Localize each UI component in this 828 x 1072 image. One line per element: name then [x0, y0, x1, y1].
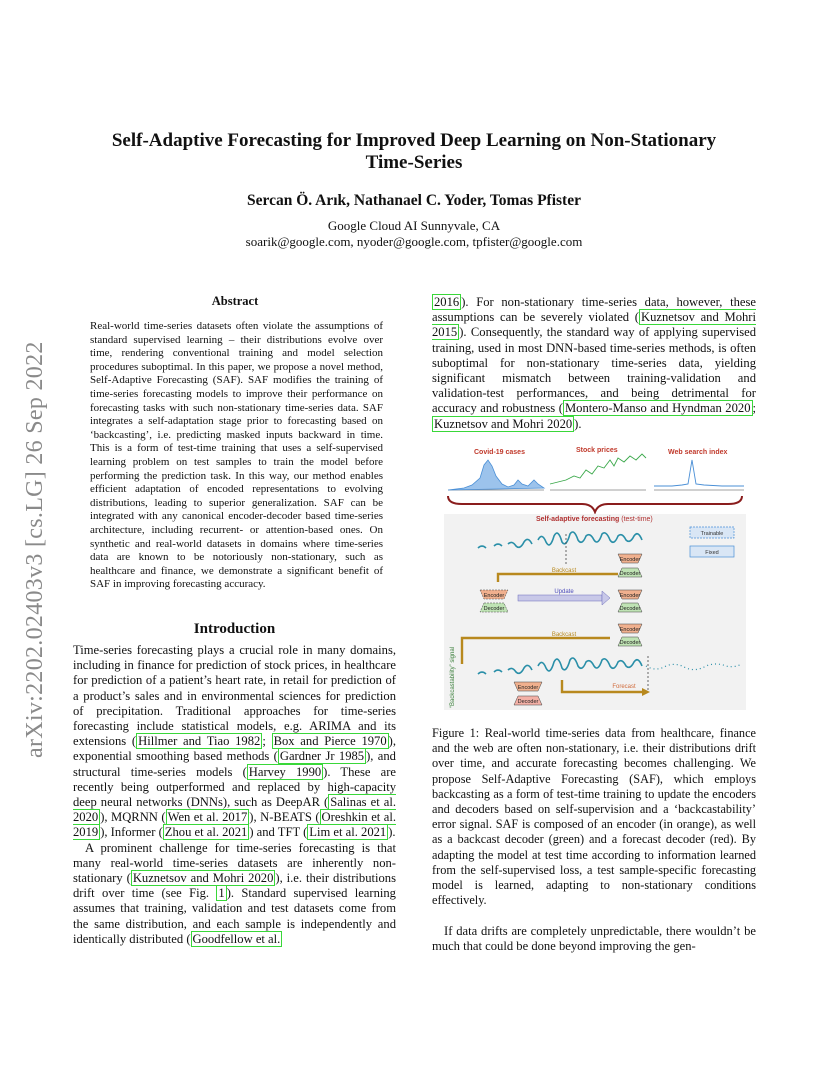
- encoder-label: Encoder: [619, 557, 641, 563]
- abstract-heading: Abstract: [211, 294, 259, 308]
- backcast-label-bottom: Backcast: [551, 632, 577, 638]
- text-span: ), Informer (: [100, 825, 163, 840]
- text-span: ). Standard supervised learning assumes that training, validation and test datasets come from the same distribution, and each sample is independently and identically distributed (: [73, 886, 396, 946]
- update-arrow-body: [518, 595, 602, 601]
- forecast-label: Forecast: [612, 684, 636, 690]
- text-span: ), MQRNN (: [100, 810, 166, 825]
- citation-link[interactable]: Montero-Manso and Hyndman 2020: [564, 401, 751, 416]
- decoder-label: Decoder: [483, 606, 505, 612]
- diagram-title: [536, 516, 653, 523]
- text-span: ;: [262, 734, 272, 749]
- paper-title: Self-Adaptive Forecasting for Improved Deep Learning on Non-Stationary Time-Series: [111, 130, 717, 173]
- stock-chart: [550, 454, 646, 490]
- paper-authors: Sercan Ö. Arık, Nathanael C. Yoder, Tomas Pfister: [247, 192, 581, 209]
- text-span: ), i.e. their distributions drift over time (see Fig.: [73, 871, 396, 901]
- text-span: ). These are recently being outperformed and replaced by high-capacity deep neural networks (DNNs), such as DeepAR (: [73, 764, 396, 810]
- citation-link[interactable]: Kuznetsov and Mohri 2020: [132, 871, 274, 886]
- text-span: ).: [574, 416, 582, 431]
- citation-link[interactable]: Lim et al. 2021: [309, 825, 387, 840]
- text-span: ), exponential smoothing based methods (: [73, 734, 396, 764]
- text-span: A prominent challenge for time-series forecasting is that many real-world time-series datasets are inherently non-stationary (: [73, 840, 396, 886]
- affiliation-block: [90, 218, 738, 250]
- citation-link[interactable]: Wen et al. 2017: [167, 810, 248, 825]
- backcast-label-top: Backcast: [551, 568, 577, 574]
- web-search-chart: [654, 460, 744, 490]
- decoder-label: Decoder: [619, 606, 641, 612]
- citation-link[interactable]: Kuznetsov and Mohri 2020: [434, 416, 573, 431]
- covid-chart: [448, 460, 544, 490]
- brace: [448, 496, 742, 512]
- intro-paragraph-2: [73, 841, 396, 947]
- citation-link[interactable]: Zhou et al. 2021: [164, 825, 248, 840]
- citation-link[interactable]: Hillmer and Tiao 1982: [138, 734, 261, 749]
- right-column-bottom: If data drifts are completely unpredictable, there wouldn’t be much that could be done beyond improving the gen-: [432, 924, 756, 954]
- citation-link[interactable]: Gardner Jr 1985: [279, 749, 365, 764]
- figure-1-caption: Figure 1: Real-world time-series data from healthcare, finance and the web are often non-stationary, i.e. their distributions drift over time, and accurate forecasting becomes challenging. We propose Self-Adaptive Forecasting (SAF), which employs backcasting as a form of test-time training to update the encoders and decoders based on self-supervision and a ‘backcastability’ error signal. SAF is composed of an encoder (in orange), as well as a backcast decoder (green) and a forecast decoder (red). By adapting the model at test time according to information learned from the self-supervised loss, a test sample-specific forecasting model is learned, adapting to non-stationary conditions effectively.: [432, 726, 756, 908]
- legend-fixed: Fixed: [705, 550, 719, 556]
- encoder-label: Encoder: [517, 685, 539, 691]
- encoder-label: Encoder: [619, 627, 641, 633]
- citation-link[interactable]: Harvey 1990: [248, 764, 322, 779]
- panel-title-covid: Covid-19 cases: [474, 449, 525, 456]
- affiliation: Google Cloud AI Sunnyvale, CA: [327, 218, 501, 233]
- decoder-label: Decoder: [619, 571, 641, 577]
- citation-link[interactable]: Oreshkin et al. 2019: [73, 810, 396, 840]
- abstract-text: Real-world time-series datasets often violate the assumptions of standard supervised learning – their distributions evolve over time, rendering conventional training and model selection procedures suboptimal. In this paper, we propose a novel method, Self-Adaptive Forecasting (SAF). SAF modifies the training of time-series forecasting models to improve their performance on forecasting tasks with such non-stationary time-series data. SAF integrates a self-adaptation stage prior to forecasting based on ‘backcasting’, i.e. predicting masked inputs backward in time. This is a form of test-time training that uses a self-supervised learning problem on test samples to train the model before performing the prediction task. In this way, our method enables efficient adaptation of encoded representations to evolving distributions, leading to superior generalization. SAF can be integrated with any canonical encoder-decoder based time-series architecture, including recurrent- or attention-based ones. On synthetic and real-world datasets in domains where time-series data are known to be notoriously non-stationary, such as healthcare and finance, we demonstrate a significant benefit of SAF in improving forecasting accuracy.: [90, 320, 383, 591]
- backcastability-side-label: “Backcastability” signal: [450, 646, 456, 708]
- text-span: ). For non-stationary time-series data, however, these assumptions can be severely violated (: [432, 295, 756, 325]
- introduction-body: [73, 643, 396, 947]
- panel-title-web: Web search index: [668, 449, 728, 456]
- encoder-label: Encoder: [619, 593, 641, 599]
- citation-link[interactable]: Goodfellow et al.: [192, 931, 281, 946]
- panel-title-stock: Stock prices: [576, 447, 618, 454]
- text-span: ). Consequently, the standard way of applying supervised training, used in most DNN-based time-series methods, is often suboptimal for non-stationary time-series data, yielding significant mismatch between training-validation and validation-test performances, and being detrimental for accuracy and robustness (: [432, 325, 756, 416]
- intro-paragraph-1: [73, 643, 396, 841]
- encoder-label: Encoder: [483, 593, 505, 599]
- citation-link[interactable]: 2016: [434, 295, 460, 309]
- arxiv-stamp: arXiv:2202.02403v3 [cs.LG] 26 Sep 2022: [22, 341, 48, 758]
- text-span: ).: [388, 825, 396, 840]
- citation-link[interactable]: Kuznetsov and Mohri 2015: [432, 310, 756, 340]
- decoder-red-label: Decoder: [517, 699, 539, 705]
- diagram-title-sub: (test-time): [621, 516, 653, 523]
- right-column-top: [432, 295, 756, 432]
- introduction-heading: Introduction: [193, 621, 276, 637]
- decoder-label: Decoder: [619, 640, 641, 646]
- text-span: ;: [752, 401, 756, 416]
- citation-link[interactable]: Salinas et al. 2020: [73, 795, 396, 825]
- text-span: Time-series forecasting plays a crucial role in many domains, including in finance for prediction of stock prices, in healthcare for prediction of a patient’s heart rate, in retail for prediction of a product’s sales and in environmental sciences for prediction of precipitation. Traditional approaches for time-series forecasting include statistical models, e.g. ARIMA and its extensions (: [73, 643, 396, 749]
- diagram-title-main: Self-adaptive forecasting: [536, 516, 620, 523]
- figure-1-diagram: [442, 440, 748, 712]
- citation-link[interactable]: Box and Pierce 1970: [273, 734, 387, 749]
- text-span: ) and TFT (: [249, 825, 308, 840]
- text-span: ), and structural time-series models (: [73, 749, 396, 779]
- emails: soarik@google.com, nyoder@google.com, tpfister@google.com: [245, 234, 583, 249]
- text-span: ), N-BEATS (: [249, 810, 320, 825]
- legend-trainable: Trainable: [700, 531, 724, 537]
- update-label: Update: [554, 589, 574, 595]
- figure-link[interactable]: 1: [218, 886, 225, 901]
